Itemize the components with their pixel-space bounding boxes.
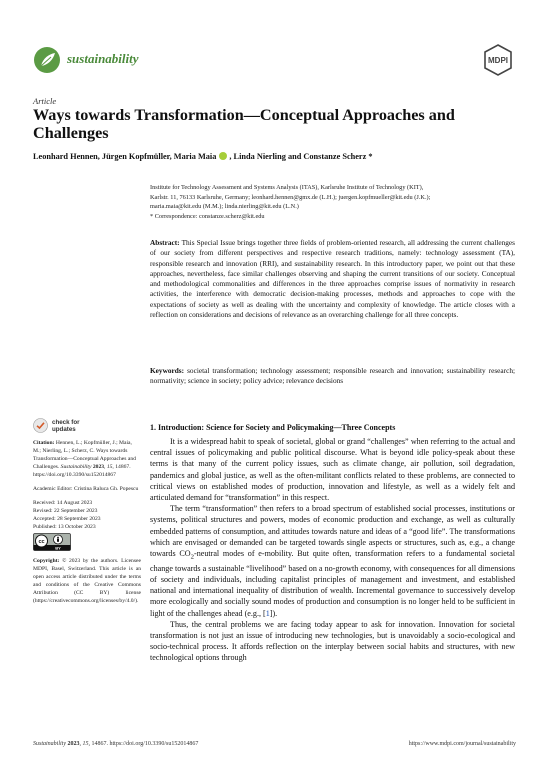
authors-first: Leonhard Hennen, Jürgen Kopfmüller, Maria Maia [33,152,217,161]
abstract-text: This Special Issue brings together three fields of problem-oriented research, all addressing the current challenges of our society from different perspectives and respective research traditions, namely: technology assessment (TA), responsible research and innovation (RRI), and sustainability research. In this introductory paper, we point out that these approaches, nevertheless, face similar challenges observing and shaping the current transitions of our society. Conceptual and methodological commonalities and differences in the three approaches comprise issues of normativity in research activities, the interference with democratic decision-making processes, methods and approaches to cope with the expectations of society as well as dealing with the uncertainty and complexity of knowledge. The article closes with a reflection on considerations and decisions of relevance as an overarching challenge for all three concepts. [150,238,515,320]
accepted-date: Accepted: 28 September 2023 [33,516,101,522]
copyright-label: Copyright: [33,558,60,564]
keywords-text: societal transformation; technology assessment; responsible research and innovation; sustainability research; normativity; science in society; policy advice; relevance decisions [150,366,516,386]
keywords [150,366,515,387]
copyright-text: © 2023 by the authors. Licensee MDPI, Basel, Switzerland. This article is an open access article distributed under the terms and conditions of the Creative Commons Attribution (CC BY) license (https://creativecommons.org/licenses/by/4.0/). [33,558,141,604]
page-header [33,42,513,82]
mdpi-logo-icon[interactable] [483,44,513,76]
sustainability-logo-icon [33,46,61,74]
check-for-updates-icon [33,418,48,433]
citation-tail: , 14867. https://doi.org/10.3390/su152014867 [33,464,131,478]
academic-editor: Academic Editor: Cristina Raluca Gh. Popescu [33,486,139,492]
svg-text:cc: cc [38,539,45,546]
body-text [150,436,515,664]
copyright-block [33,557,141,605]
article-info-sidebar [33,418,141,605]
footer-journal-link[interactable]: https://www.mdpi.com/journal/sustainability [408,741,516,747]
citation-year: 2023 [92,464,105,470]
paragraph: Thus, the central problems we are facing today appear to ask for innovation. Innovation for societal transformation is not just an issue of introducing new technologies, but is unavoidably a socio-ecological and socio-technical process. It affords reflection on the interplay between social habits and structures, with new technological options through [150,619,515,663]
check-label-line1: check for [52,418,80,426]
article-type: Article [33,96,57,106]
footer-citation: Sustainability 2023, 15, 14867. https://doi.org/10.3390/su152014867 [33,741,199,747]
published-date: Published: 13 October 2023 [33,524,96,530]
abstract [150,238,515,320]
journal-name[interactable]: sustainability [67,51,139,66]
article-title: Ways towards Transformation—Conceptual Approaches and Challenges [33,106,455,142]
svg-text:BY: BY [55,545,61,551]
revised-date: Revised: 22 September 2023 [33,508,98,514]
correspondence-line: * Correspondence: constanze.scherz@kit.edu [150,212,265,220]
cc-by-license-icon[interactable] [33,533,71,551]
affiliation-line: Karlstr. 11, 76133 Karlsruhe, Germany; leonhard.hennen@gmx.de (L.H.); juergen.kopfmueller@kit.edu (J.K.); [150,193,431,201]
author-list [33,152,513,161]
affiliation-line: maria.maia@kit.edu (M.M.); linda.nierling@kit.edu (L.N.) [150,203,299,210]
citation-text: Hennen, L.; Kopfmüller, J.; Maia, M.; Nierling, L.; Scherz, C. Ways towards Transformation—Conceptual Approaches and Challenges. [33,440,136,470]
check-label-line2: updates [52,425,76,433]
publisher-name: MDPI [488,56,508,65]
orcid-icon[interactable] [219,152,227,160]
citation-block: Citation: Hennen, L.; Kopfmüller, J.; Maia, M.; Nierling, L.; Scherz, C. Ways towards Transformation—Conceptual Approaches and Challenges. Sustainability 2023, 15, 14867. https://doi.org/10.3390/su152014867 [33,440,136,478]
received-date: Received: 14 August 2023 [33,500,93,506]
abstract-label: Abstract: [150,238,180,247]
citation-label: Citation: [33,440,55,446]
paragraph: The term “transformation” then refers to a broad spectrum of established social processes, institutions or systems, political structures and powers, modes of economic production and exchange, as well as culturally embedded patterns of consumption, and attitudes towards nature and ideas of a “good life”. The transformations which are envisaged or demanded can be targeted towards single aspects or structures, such as, e.g., a change towards $CO_2$-neutral modes of e-mobility. But quite often, transformation refers to a fundamental societal change towards a sustainable “livelihood” based on a no-growth economy, with consequences for all dimensions of society and individuals, including capitalist principles of management and investment, and established national and international inequality of distribution of wealth. Incremental governance to successively develop more ecologically and socially sound modes of production and consumption is no longer held to be sufficient in light of the challenges ahead (e.g., [1]). [150,504,515,618]
citation-journal: Sustainability [60,464,92,470]
dates-block [33,499,141,531]
affiliation-block [150,183,515,221]
authors-rest: , Linda Nierling and Constanze Scherz * [229,152,373,161]
keywords-label: Keywords: [150,366,185,375]
check-for-updates-button[interactable] [33,418,141,433]
reference-link[interactable]: 1 [265,608,270,618]
paragraph: It is a widespread habit to speak of societal, global or grand “challenges” when referring to the actual and central issues of policymaking and public political discourse. What is beyond idle policy-speak about these terms is that many of the current policy issues, such as climate change, air pollution, soil degradation, pandemics and global justice, as well as the often-militant conflicts related to these problems, are connected to critical views on established modes of production, innovation and lifestyle, as well as a widely felt and articulated demand for “transformation” in this respect. [150,437,515,503]
citation-volume: 15 [106,464,113,470]
section-heading: 1. Introduction: Science for Society and Policymaking—Three Concepts [150,423,396,432]
affiliation-line: Institute for Technology Assessment and Systems Analysis (ITAS), Karlsruhe Institute of Technology (KIT), [150,184,424,191]
